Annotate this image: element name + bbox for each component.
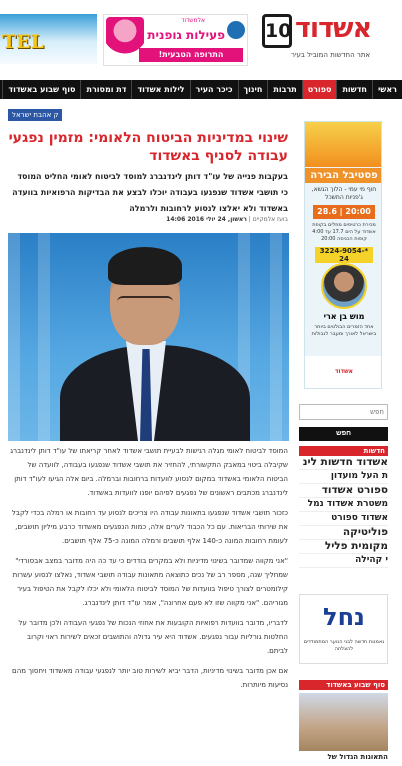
festival-footer-logo: אשדוד — [305, 356, 382, 388]
logo-name: אשדוד — [295, 13, 372, 44]
photo-backdrop-stripe — [8, 233, 20, 441]
singer-name: מוש בן ארי — [323, 312, 365, 321]
article-byline — [8, 216, 288, 223]
photo-backdrop-stripe — [38, 233, 50, 441]
header — [0, 0, 402, 72]
main-nav — [0, 80, 402, 99]
festival-date: 28.6 | 20:00 — [313, 205, 375, 219]
news-tag-line[interactable]: מקומית פליל — [299, 540, 388, 554]
photo-hair — [108, 247, 182, 285]
nav-item-weekend[interactable]: סוף שבוע באשדוד — [2, 80, 80, 99]
nav-item-city-square[interactable]: כיכר העיר — [190, 80, 238, 99]
news-tag-line[interactable]: ת העל מועדון — [299, 470, 388, 484]
article-photo — [8, 233, 289, 441]
festival-title: פסטיבל הבירה — [305, 168, 382, 183]
singer-photo — [321, 263, 367, 309]
site-logo[interactable] — [257, 10, 402, 60]
search-button[interactable]: חפש — [299, 427, 388, 441]
article-paragraph: המוסד לביטוח לאומי מגלה רגישות לבעיית תושבי אשדוד לאחר קריאתו של עו"ד דותן לינדנברג שקיבלה ביטוי במאבק התקשורתי, להחזיר את תושבי אשדוד שנפגעו בעבודה, לוועדה של הביטוח הלאומי באשדוד במקום לנסוע לוועדות ברחובות וברמלה. ביום אלה הגיעו לעו"ד דותן לינדנברג מכתבים ראשונים של נפגעים לפיהם יופנו לוועדות באשדוד. — [10, 447, 288, 497]
nav-item-home[interactable]: ראשי — [372, 80, 402, 99]
singer-info: אחד הזמרים הבולטים ביותר בישראל לאורך ומעבר לגבולות — [311, 324, 377, 337]
nav-item-sport[interactable]: ספורט — [302, 80, 337, 99]
news-tag-line[interactable]: אשדוד ספורט — [299, 512, 388, 526]
sport-ad-title: פעילות גופנית — [147, 28, 225, 42]
news-tag-box — [299, 446, 388, 584]
nahal-logo: נחל — [323, 603, 365, 631]
nav-item-news[interactable]: חדשות — [336, 80, 371, 99]
byline-date: ראשון, 24 יולי 2016 14:06 — [166, 216, 247, 223]
hotel-ad-text: TEL — [2, 31, 44, 53]
nav-item-nightlife[interactable]: לילות אשדוד — [131, 80, 189, 99]
festival-ad-graphic — [305, 122, 381, 167]
breadcrumb[interactable]: ק אהבת ישראל — [8, 109, 62, 121]
article-paragraph: "אני מקווה שמדובר בשינוי מדיניות ולא במקרים בודדים כי עד כה היה מדובר במצב אבסורדי" שמחליך שנה, מספר רב של נכים כתוצאה מתאונות עבודה תושבי אשדוד, נאלצו לנסוע עשרות קילומטרים לצורך טיפול בוועדות של המוסד לביטוח הלאומי ולא יכלו לקבל את הטיפול בעיר מגוריהם. "אני מקווה שזו לא פעם אחרונה", אמר עו"ד דותן לינדנברג. — [12, 557, 288, 607]
beer-festival-ad[interactable] — [304, 121, 382, 389]
weekend-box — [299, 680, 388, 766]
festival-subtitle: חוף מי עמי - הלוך הגשא, ג'פניות התשכל — [311, 186, 377, 201]
article-paragraph: כזכור תושבי אשדוד שנפגעו בתאונות עבודה היו צריכים לנסוע עד רחובות או רמלה בכדי לקבל את שירותי הבריאות. עם כל הכבוד לערים אלה, כמות הנפגעים מאשדוד כרבע מיליון תושבים, לעומת רחובות המונה כ-140 אלף תושבים ורמלה המונה כ-75 אלף תושבים. — [11, 509, 288, 545]
article-paragraph: לדבריו, מדובר בוועדות רפואיות הקובעות את אחוזי הנכות של נפגעי העבודה ולכן מדובר על החלטות גורליות עבור נפגעים. אשדוד היא עיר גדולה והתושבים זכאים לשירות ראוי וקרוב לביתם. — [18, 619, 288, 655]
news-box-header: חדשות — [299, 446, 388, 456]
hotel-banner-ad[interactable] — [0, 14, 97, 64]
news-tag-line[interactable]: אשדוד חדשות לינ — [299, 456, 388, 470]
sport-banner-ad[interactable] — [103, 14, 248, 66]
nahal-tagline: נאמנות חדשה לבני הנוער המתמודדים להצלחה — [303, 639, 385, 652]
article-title: שינוי במדיניות הביטוח הלאומי: מזמין נפגעי עבודה לסניף באשדוד — [8, 130, 288, 164]
logo-tagline: אתר החדשות המוביל בעיר — [291, 51, 371, 59]
byline-separator: | — [246, 216, 251, 223]
festival-info: מכירת כרטיסים מוזלים בקופת אשדוד על הים 17.7 עד 4:00 קופות הכניסה 20:00 — [312, 222, 376, 242]
article-lead: בעקבות פנייה של עו"ד דותן לינדנברג למוסד לביטוח לאומי החליט המוסד כי תושבי אשדוד שנפגעו בעבודה יוכלו לבצע את הבדיקות הרפואיות בוועדה באשדוד ולא יאלצו לנסוע לרחובות ולרמלה — [12, 172, 288, 213]
news-tag-line[interactable]: פוליטיקה — [299, 526, 388, 540]
sport-ad-badge-icon — [227, 21, 245, 39]
photo-backdrop-stripe — [270, 233, 282, 441]
news-tag-line[interactable]: י קהילה — [299, 554, 388, 568]
sport-ad-brand: אלמשדוד — [181, 17, 205, 24]
news-tag-line[interactable]: ספורט אשדוד — [299, 484, 388, 498]
festival-phone: *3224-9054-24 — [315, 247, 373, 263]
article-paragraph: אם אכן מדובר בשינוי מדיניות, הדבר יביא לשירות טוב יותר לנפגעי עבודה מאשדוד ויחסוך מהם נסיעות מיותרות. — [12, 667, 288, 689]
byline-author: בועז אלמקיים — [252, 216, 288, 223]
weekend-caption[interactable]: התאונות הגדול של — [327, 753, 388, 761]
search-input[interactable] — [299, 404, 388, 420]
weekend-image[interactable] — [299, 693, 388, 751]
logo-number: 10 — [262, 14, 292, 48]
weekend-box-header: סוף שבוע באשדוד — [299, 680, 388, 690]
nahal-ad[interactable] — [299, 594, 388, 664]
nav-item-religion[interactable]: דת ומסורת — [80, 80, 131, 99]
nav-item-education[interactable]: חינוך — [238, 80, 268, 99]
nav-item-culture[interactable]: תרבות — [267, 80, 301, 99]
news-tag-line[interactable]: משטרת אשדוד נמל — [299, 498, 388, 512]
article-body — [8, 444, 288, 698]
photo-glasses — [117, 296, 173, 309]
sport-ad-subtitle: התרופה הטבעית! — [139, 48, 243, 62]
